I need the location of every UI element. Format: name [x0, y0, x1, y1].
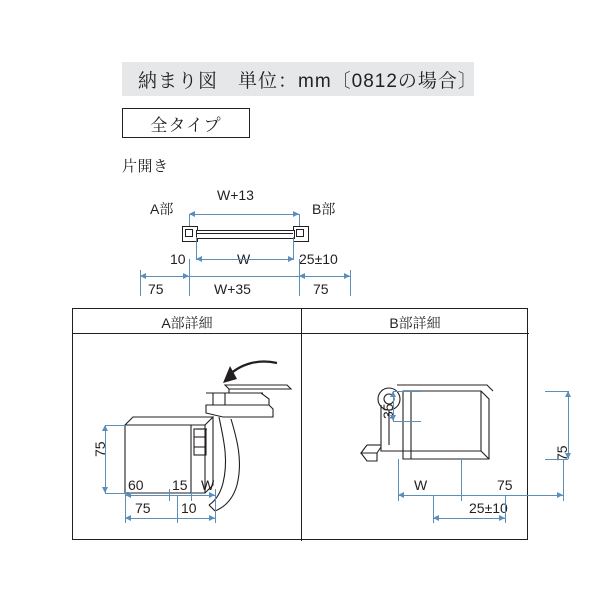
dim-line-w13	[189, 214, 299, 215]
detail-b-tick-right	[563, 459, 564, 501]
detail-a-dim-60: 60	[128, 477, 144, 493]
section-title-bar	[122, 62, 478, 96]
detail-a-dim-75-vertical: 75	[92, 441, 108, 457]
dim-line-bottom	[140, 276, 350, 277]
ext-line-w-right	[293, 237, 294, 259]
detail-a-dim-15: 15	[172, 477, 188, 493]
detail-a-dim-75: 75	[135, 500, 151, 516]
detail-b-ext-bottom-75	[545, 459, 568, 460]
dim-w-plus-35: W+35	[214, 281, 251, 297]
detail-a-ext-top-75	[105, 425, 127, 426]
post-b-inner	[296, 229, 304, 237]
detail-b-dim-35-vertical: 35	[380, 403, 396, 419]
type-chip	[122, 108, 250, 138]
detail-b-tick2-left	[433, 495, 434, 523]
tick-bottom-a	[189, 259, 190, 296]
dim-75-right: 75	[313, 281, 329, 297]
detail-a-dim-10: 10	[181, 500, 197, 516]
sub-label: 片開き	[122, 158, 169, 175]
post-a-inner	[185, 229, 193, 237]
detail-b-tick-left	[398, 459, 399, 501]
type-chip-label: 全タイプ	[150, 115, 222, 135]
detail-a-vline-75	[105, 425, 106, 493]
detail-b-tick-mid	[461, 459, 462, 501]
detail-a-tick-15	[191, 489, 192, 501]
page-title: 納まり図 単位：mm〔0812の場合〕	[138, 70, 478, 92]
detail-a-tick-right	[215, 489, 216, 523]
detail-b-dim-w: W	[414, 477, 428, 493]
panel-head-b: B部詳細	[389, 315, 441, 331]
detail-b-ext-top-75	[545, 391, 568, 392]
tick-bottom-far-right	[350, 270, 351, 296]
panel-head-a: A部詳細	[161, 315, 213, 331]
detail-b-ext-bottom-35	[393, 421, 421, 422]
detail-b-dim-75-vertical: 75	[554, 445, 570, 461]
detail-a-dimline-row2	[125, 518, 215, 519]
dim-line-w	[196, 259, 294, 260]
detail-b-tick2-right	[505, 495, 506, 523]
detail-b-dim-25-pm-10: 25±10	[469, 500, 508, 516]
detail-a-ext-bottom-75	[105, 493, 127, 494]
detail-a-tick-75	[177, 495, 178, 523]
gate-rail-centerline	[196, 233, 293, 234]
detail-b-dim-75: 75	[497, 477, 513, 493]
arrow-inner-right-bottom	[299, 273, 305, 279]
detail-a-tick-60	[169, 489, 170, 501]
ext-line-w-left	[196, 237, 197, 259]
dim-10: 10	[170, 251, 186, 267]
dim-75-left: 75	[148, 281, 164, 297]
detail-a-dimline-row1	[125, 495, 215, 496]
gate-rail	[196, 230, 295, 239]
detail-b-ext-top-35	[393, 391, 421, 392]
dim-w: W	[237, 251, 251, 267]
detail-panel	[72, 308, 570, 540]
top-plan-drawing	[0, 170, 600, 310]
detail-b-dimline-row2	[433, 518, 505, 519]
arrow-left-bottom	[140, 273, 146, 279]
label-part-b: B部	[312, 201, 336, 217]
detail-a-dim-w: W	[201, 477, 215, 493]
label-part-a: A部	[150, 201, 174, 217]
detail-b-dimline-row1	[398, 495, 563, 496]
detail-a-tick-left	[125, 489, 126, 523]
dim-25-pm-10: 25±10	[299, 251, 338, 267]
arrow-inner-left-bottom	[183, 273, 189, 279]
arrow-right-bottom	[344, 273, 350, 279]
detail-b-vline-75	[568, 391, 569, 459]
dim-w-plus-13: W+13	[217, 187, 254, 203]
